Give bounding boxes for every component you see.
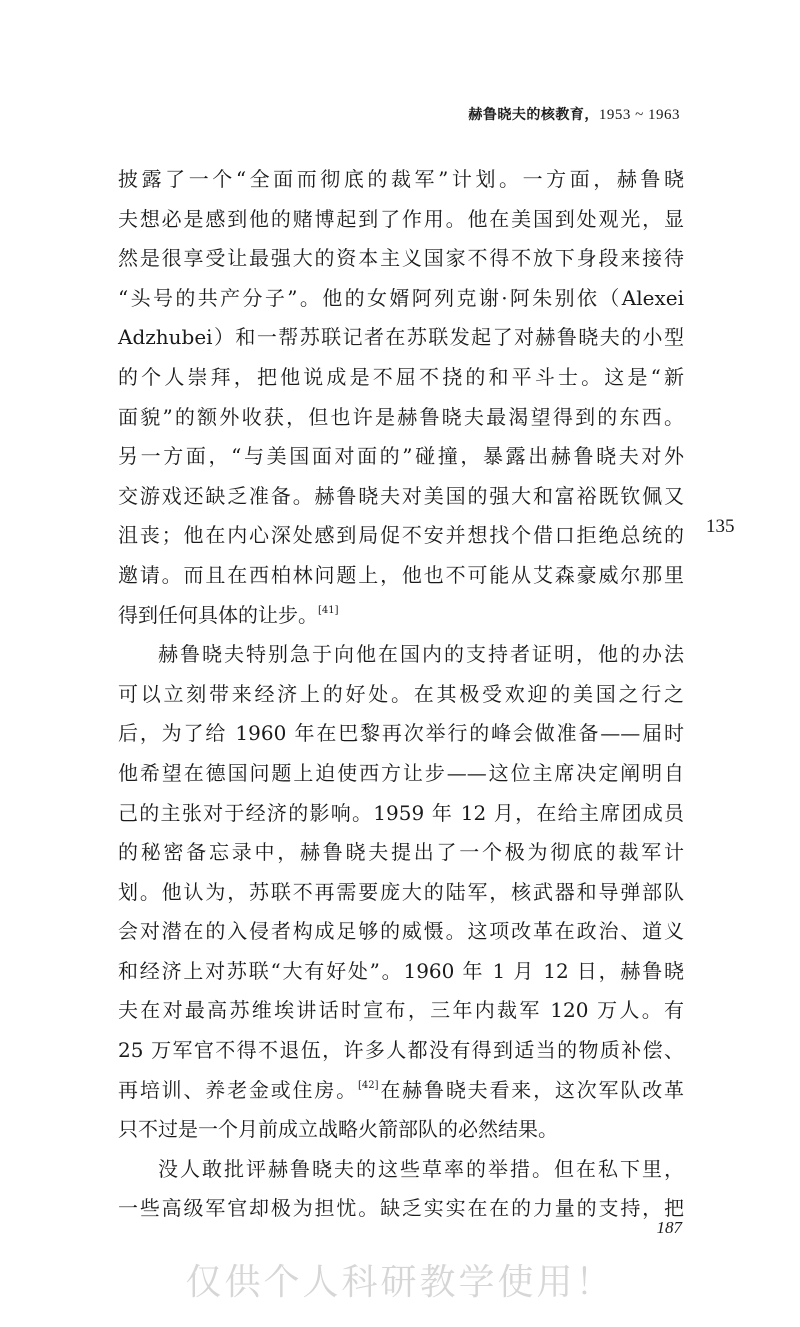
text-line: 划。他认为，苏联不再需要庞大的陆军，核武器和导弹部队: [118, 879, 684, 904]
line-text: 再培训、养老金或住房。: [118, 1077, 359, 1102]
line-text: 在赫鲁晓夫看来，这次军队改革: [378, 1077, 685, 1102]
paragraph-2: [118, 635, 684, 1150]
text-line: 沮丧；他在内心深处感到局促不安并想找个借口拒绝总统的: [118, 523, 684, 548]
watermark: 仅供个人科研教学使用！: [185, 1262, 615, 1303]
original-page-marker: 135: [706, 516, 735, 537]
text-line: 披露了一个“全面而彻底的裁军”计划。一方面，赫鲁晓: [118, 167, 684, 191]
text-line: 另一方面，“与美国面对面的”碰撞，暴露出赫鲁晓夫对外: [118, 444, 684, 469]
text-line: “头号的共产分子”。他的女婿阿列克谢·阿朱别依（Alexei: [118, 285, 684, 310]
paragraph-1: [118, 160, 684, 635]
text-line: 夫在对最高苏维埃讲话时宣布，三年内裁军 120 万人。有: [118, 998, 684, 1023]
text-line: 会对潜在的入侵者构成足够的威慑。这项改革在政治、道义: [118, 919, 684, 944]
footnote-ref-41[interactable]: [41]: [318, 604, 339, 616]
text-line: 然是很享受让最强大的资本主义国家不得不放下身段来接待: [118, 246, 684, 271]
paragraph-3: [118, 1150, 684, 1229]
text-line: 交游戏还缺乏准备。赫鲁晓夫对美国的强大和富裕既钦佩又: [118, 483, 684, 508]
text-line: 25 万军官不得不退伍，许多人都没有得到适当的物质补偿、: [118, 1038, 684, 1063]
text-line: 邀请。而且在西柏林问题上，他也不可能从艾森豪威尔那里: [118, 562, 684, 587]
line-text: 得到任何具体的让步。: [118, 602, 318, 627]
text-line: 的秘密备忘录中，赫鲁晓夫提出了一个极为彻底的裁军计: [118, 840, 684, 865]
text-line: 夫想必是感到他的赌博起到了作用。他在美国到处观光，显: [118, 206, 684, 231]
text-line: 后，为了给 1960 年在巴黎再次举行的峰会做准备——届时: [118, 721, 684, 746]
page-number: 187: [656, 1218, 682, 1237]
running-head-years: 1953 ~ 1963: [598, 107, 680, 123]
text-line: 面貌”的额外收获，但也许是赫鲁晓夫最渴望得到的东西。: [118, 404, 684, 429]
text-line: [118, 596, 684, 636]
running-head: [468, 104, 680, 124]
text-line: 可以立刻带来经济上的好处。在其极受欢迎的美国之行之: [118, 681, 684, 706]
text-line: Adzhubei）和一帮苏联记者在苏联发起了对赫鲁晓夫的小型: [118, 325, 684, 350]
text-line: 只不过是一个月前成立战略火箭部队的必然结果。: [118, 1117, 558, 1142]
text-line: 没人敢批评赫鲁晓夫的这些草率的举措。但在私下里，: [158, 1156, 684, 1181]
body-text: [118, 160, 684, 1229]
text-line: [118, 1071, 684, 1111]
text-line: 的个人崇拜，把他说成是不屈不挠的和平斗士。这是“新: [118, 364, 684, 389]
text-line: 己的主张对于经济的影响。1959 年 12 月，在给主席团成员: [118, 800, 684, 825]
footnote-ref-42[interactable]: [42]: [358, 1079, 379, 1091]
text-line: 赫鲁晓夫特别急于向他在国内的支持者证明，他的办法: [158, 642, 684, 667]
text-line: 和经济上对苏联“大有好处”。1960 年 1 月 12 日，赫鲁晓: [118, 958, 684, 983]
text-line: 一些高级军官却极为担忧。缺乏实实在在的力量的支持，把: [118, 1196, 684, 1221]
text-line: 他希望在德国问题上迫使西方让步——这位主席决定阐明自: [118, 760, 684, 785]
running-head-title: 赫鲁晓夫的核教育，: [468, 107, 599, 123]
